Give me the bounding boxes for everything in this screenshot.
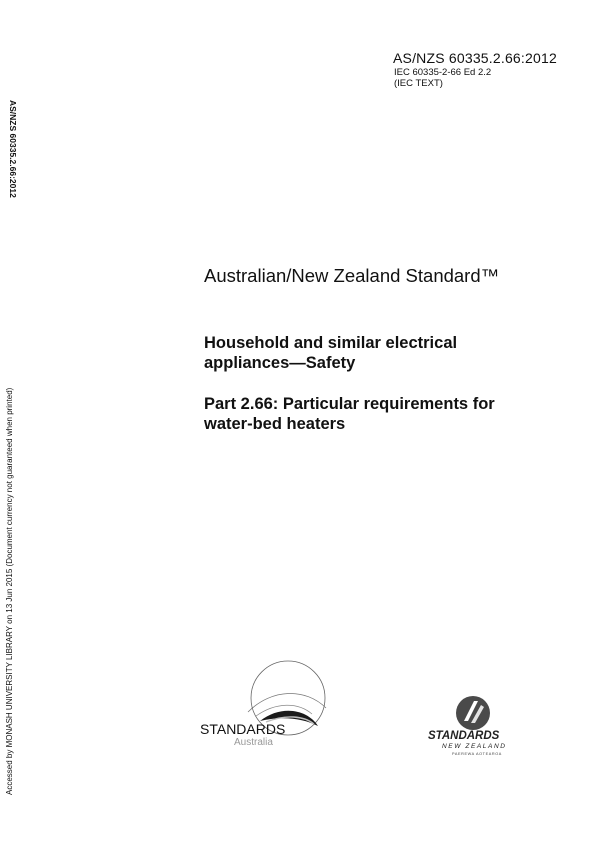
standards-australia-logo <box>200 658 330 750</box>
logo-au-name: STANDARDS <box>200 721 286 737</box>
iec-reference: IEC 60335-2-66 Ed 2.2 <box>394 67 492 78</box>
side-designation: AS/NZS 60335.2.66:2012 <box>8 100 18 198</box>
nz-emblem <box>456 696 490 730</box>
logo-nz-name: STANDARDS <box>428 730 500 742</box>
standard-series-title: Australian/New Zealand Standard™ <box>204 265 500 286</box>
standards-new-zealand-logo <box>426 695 526 757</box>
access-notice: Accessed by MONASH UNIVERSITY LIBRARY on 13 Jun 2015 (Document currency not guaranteed when printed) <box>5 387 14 795</box>
standard-designation: AS/NZS 60335.2.66:2012 <box>393 50 557 66</box>
logo-au-sub: Australia <box>234 737 273 748</box>
document-title: Household and similar electrical appliances—Safety <box>204 334 458 372</box>
document-part-title: Part 2.66: Particular requirements for water-bed heaters <box>204 395 495 433</box>
logo-nz-sub: NEW ZEALAND <box>442 743 507 750</box>
iec-text-label: (IEC TEXT) <box>394 78 443 89</box>
logo-nz-maori: PAEREWA AOTEAROA <box>452 752 502 756</box>
